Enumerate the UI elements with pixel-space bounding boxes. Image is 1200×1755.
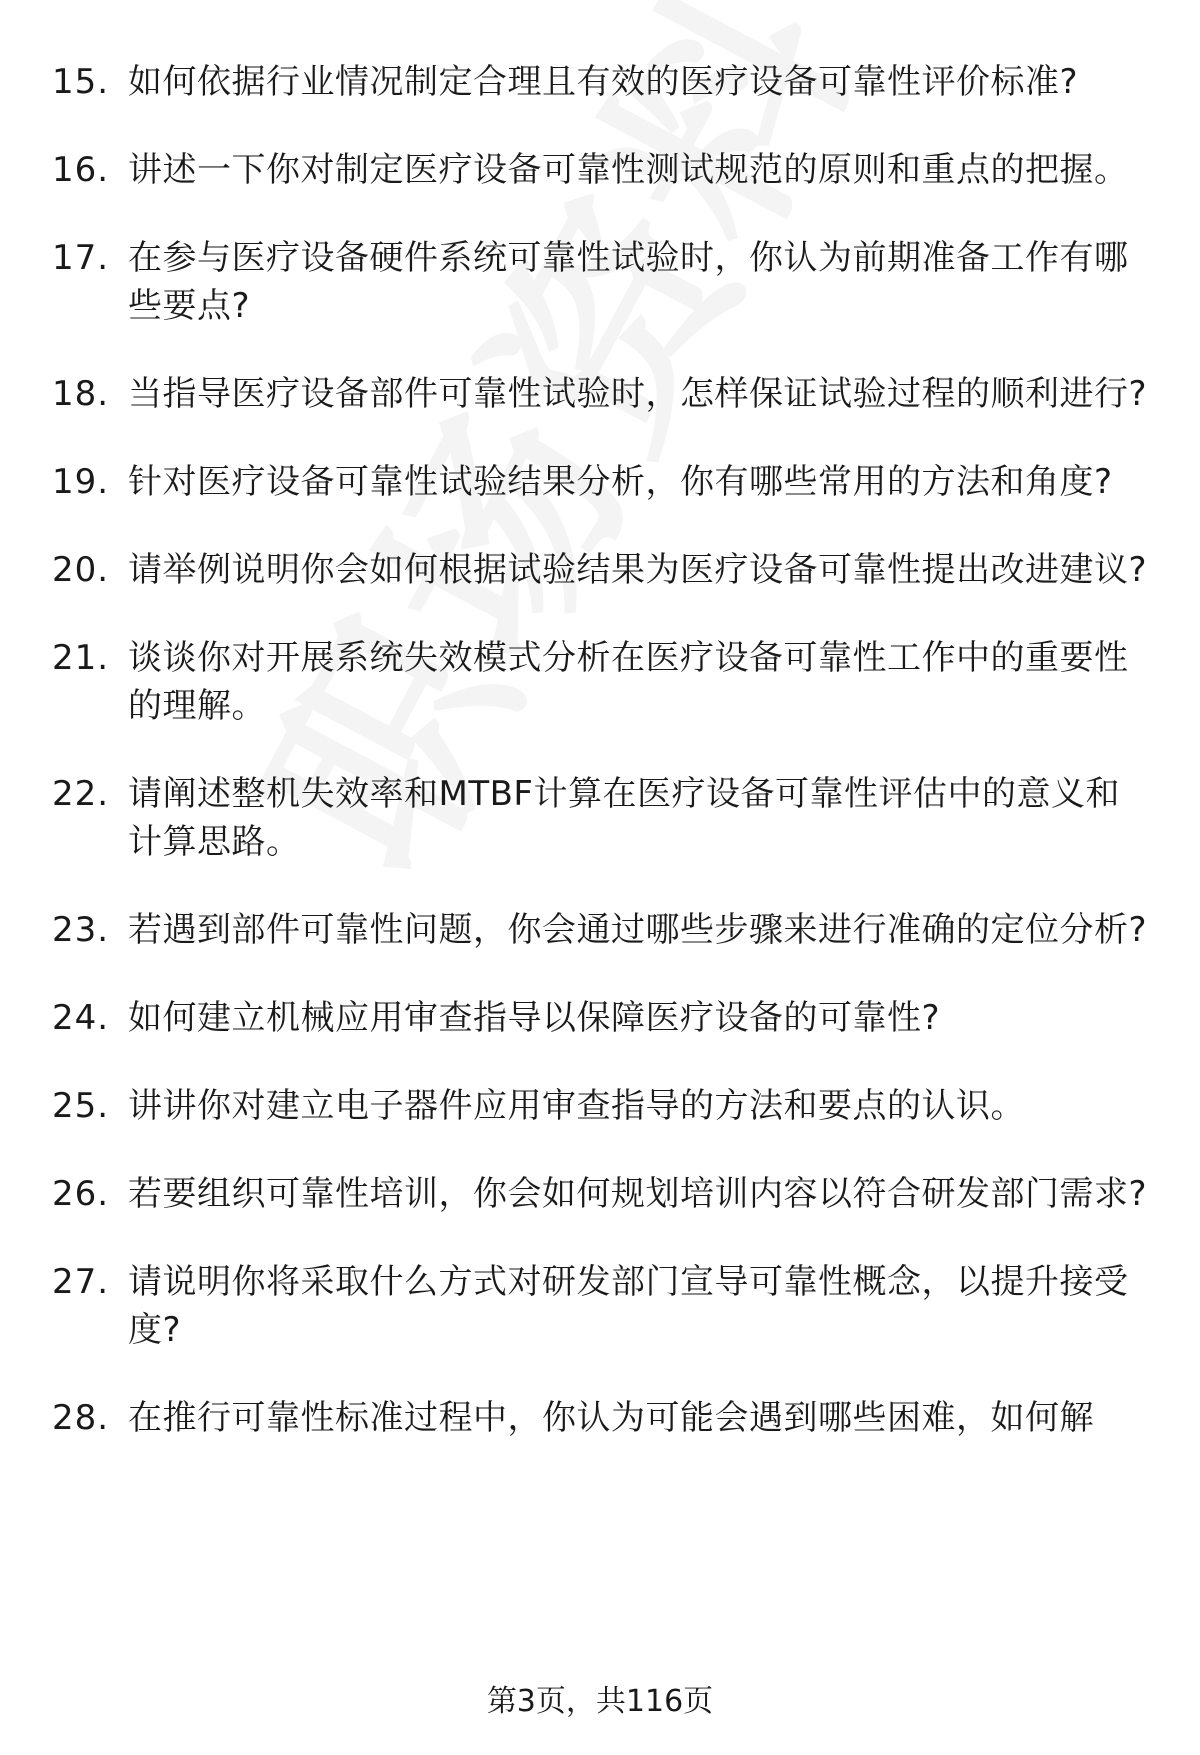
page-footer: 第3页，共116页: [486, 1684, 714, 1719]
question-number: 25.: [52, 1086, 110, 1126]
question-item: [52, 546, 1152, 594]
question-number: 18.: [52, 374, 110, 414]
question-item: [52, 1258, 1152, 1354]
question-item: [52, 994, 1152, 1042]
question-text: 若遇到部件可靠性问题，你会通过哪些步骤来进行准确的定位分析?: [128, 910, 1148, 950]
question-text: 如何依据行业情况制定合理且有效的医疗设备可靠性评价标准?: [128, 62, 1079, 102]
question-item: [52, 1082, 1152, 1130]
question-number: 24.: [52, 998, 110, 1038]
question-number: 27.: [52, 1262, 110, 1302]
question-item: [52, 770, 1152, 866]
question-item: [52, 906, 1152, 954]
question-item: [52, 634, 1152, 730]
question-text: 针对医疗设备可靠性试验结果分析，你有哪些常用的方法和角度?: [128, 462, 1113, 502]
question-text: 如何建立机械应用审查指导以保障医疗设备的可靠性?: [128, 998, 941, 1038]
question-item: [52, 370, 1152, 418]
question-item: [52, 1394, 1152, 1442]
question-text: 请阐述整机失效率和MTBF计算在医疗设备可靠性评估中的意义和计算思路。: [128, 774, 1120, 862]
question-item: [52, 234, 1152, 330]
question-text: 在参与医疗设备硬件系统可靠性试验时，你认为前期准备工作有哪些要点?: [128, 238, 1129, 326]
question-text: 请举例说明你会如何根据试验结果为医疗设备可靠性提出改进建议?: [128, 550, 1148, 590]
question-number: 23.: [52, 910, 110, 950]
question-item: [52, 146, 1152, 194]
question-text: 请说明你将采取什么方式对研发部门宣导可靠性概念，以提升接受度?: [128, 1262, 1129, 1350]
question-number: 15.: [52, 62, 110, 102]
question-number: 20.: [52, 550, 110, 590]
question-text: 若要组织可靠性培训，你会如何规划培训内容以符合研发部门需求?: [128, 1174, 1148, 1214]
question-item: [52, 1170, 1152, 1218]
question-number: 17.: [52, 238, 110, 278]
question-list: [52, 58, 1152, 1482]
question-number: 19.: [52, 462, 110, 502]
question-number: 26.: [52, 1174, 110, 1214]
question-item: [52, 458, 1152, 506]
question-text: 讲讲你对建立电子器件应用审查指导的方法和要点的认识。: [128, 1086, 1025, 1126]
question-number: 22.: [52, 774, 110, 814]
question-number: 16.: [52, 150, 110, 190]
question-text: 讲述一下你对制定医疗设备可靠性测试规范的原则和重点的把握。: [128, 150, 1129, 190]
question-item: [52, 58, 1152, 106]
question-text: 谈谈你对开展系统失效模式分析在医疗设备可靠性工作中的重要性的理解。: [128, 638, 1129, 726]
question-number: 21.: [52, 638, 110, 678]
question-text: 当指导医疗设备部件可靠性试验时，怎样保证试验过程的顺利进行?: [128, 374, 1148, 414]
question-number: 28.: [52, 1398, 110, 1438]
question-text: 在推行可靠性标准过程中，你认为可能会遇到哪些困难，如何解: [128, 1398, 1094, 1438]
